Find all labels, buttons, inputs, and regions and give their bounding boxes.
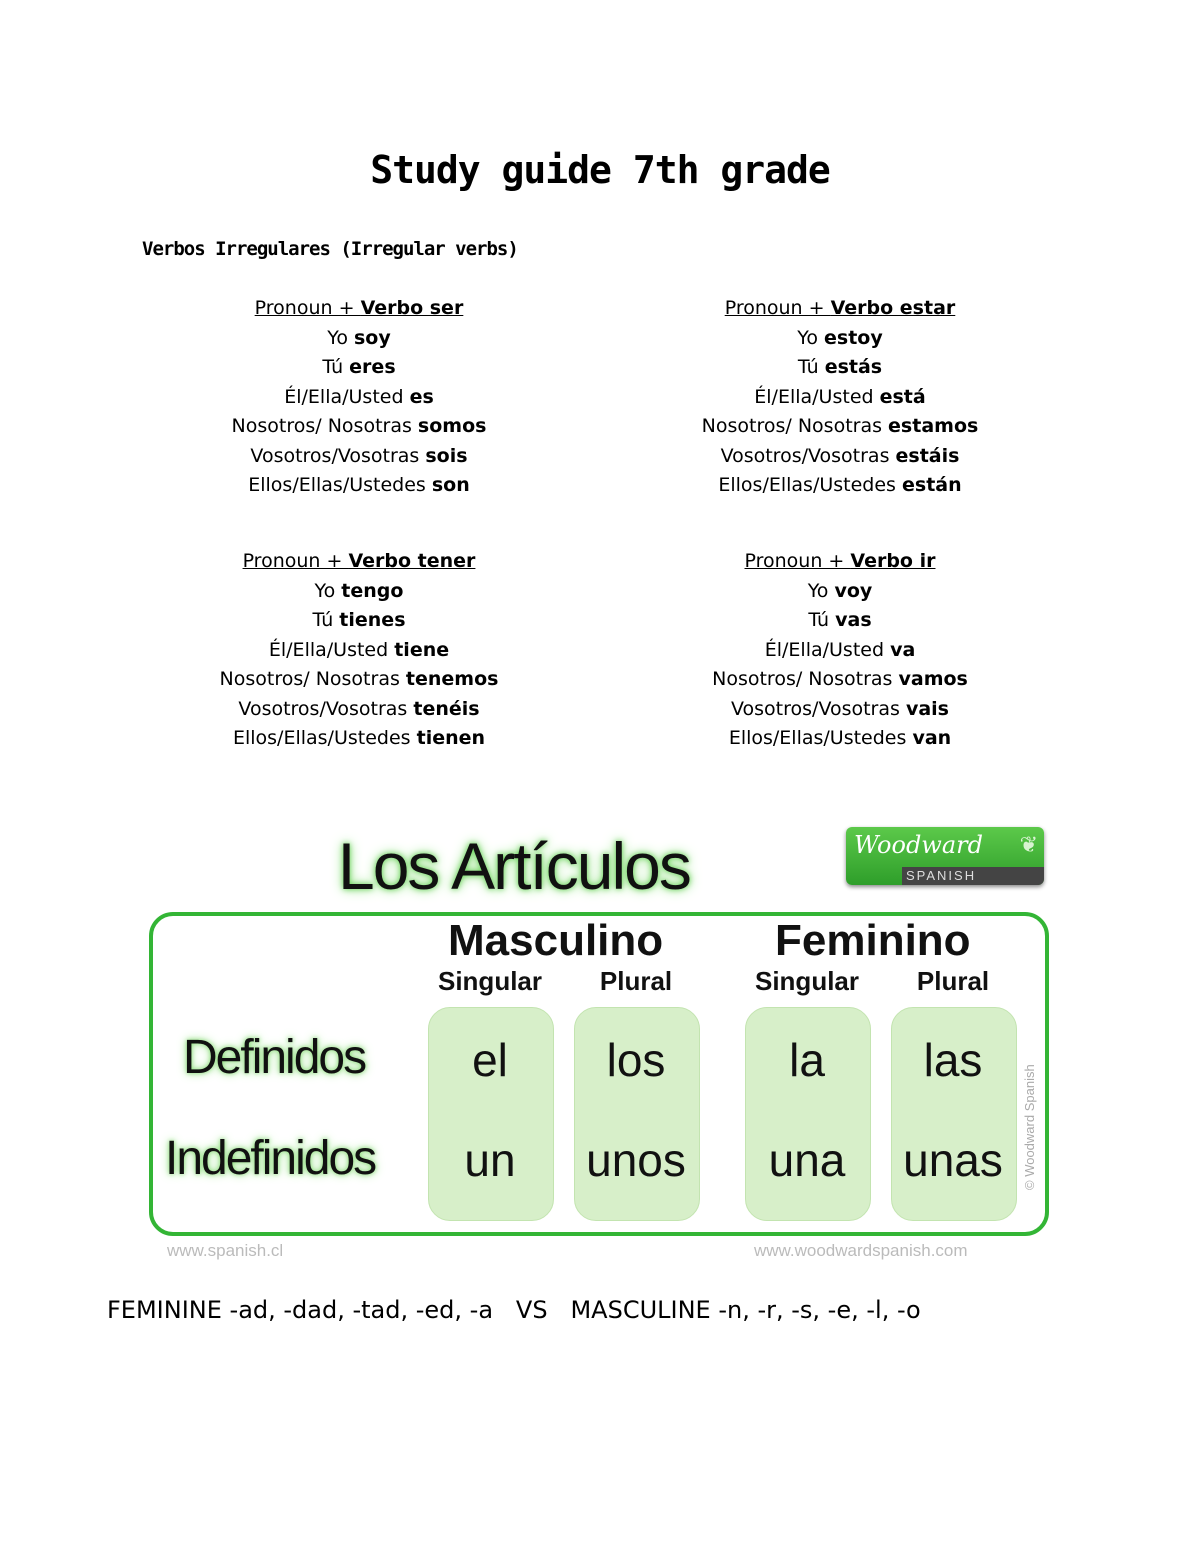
verb-row	[630, 412, 1050, 442]
header-verb: Verbo ser	[360, 297, 464, 319]
verb-form: estás	[824, 356, 883, 378]
article-un: un	[464, 1134, 516, 1186]
pronoun: Él/Ella/Usted	[764, 638, 891, 661]
verb-form: tienen	[416, 727, 486, 749]
pronoun: Vosotros/Vosotras	[250, 444, 426, 467]
verb-row	[630, 442, 1050, 472]
pronoun: Ellos/Ellas/Ustedes	[728, 727, 913, 749]
verb-row	[630, 383, 1050, 413]
verb-form: está	[879, 385, 926, 408]
verb-table-ir	[630, 547, 1050, 754]
verb-form: soy	[354, 326, 391, 349]
verb-form: vamos	[898, 668, 968, 690]
verb-table-header	[630, 294, 1050, 324]
logo-brand: Woodward	[854, 831, 983, 859]
pronoun: Nosotros/ Nosotras	[231, 415, 418, 437]
fern-icon: ❦	[1019, 833, 1038, 858]
verb-row	[630, 636, 1050, 666]
pronoun: Él/Ella/Usted	[268, 638, 395, 661]
pronoun: Él/Ella/Usted	[754, 385, 880, 408]
header-verb: Verbo estar	[830, 297, 956, 319]
verb-form: tenemos	[405, 668, 499, 690]
verb-table-header	[630, 547, 1050, 577]
header-pronoun: Pronoun +	[242, 550, 349, 572]
verb-form: sois	[425, 444, 468, 467]
verb-row	[630, 471, 1050, 501]
woodward-logo	[846, 827, 1044, 885]
verb-form: estamos	[888, 415, 979, 437]
verb-form: eres	[349, 356, 396, 378]
verb-row	[149, 383, 569, 413]
verb-form: es	[409, 385, 434, 408]
femenino-heading: Feminino	[775, 916, 971, 965]
logo-subtitle: SPANISH	[902, 867, 1044, 885]
article-el: el	[472, 1034, 508, 1086]
masc-plural-label: Plural	[599, 966, 673, 996]
verb-form: vas	[835, 609, 872, 631]
pronoun: Yo	[797, 326, 825, 349]
verb-form: tenéis	[413, 697, 480, 720]
pronoun: Tú	[322, 356, 350, 378]
verb-table-header	[149, 547, 569, 577]
header-pronoun: Pronoun +	[254, 297, 361, 319]
pronoun: Tú	[808, 609, 836, 631]
verb-row	[149, 665, 569, 695]
verb-form: son	[431, 474, 470, 496]
pronoun: Tú	[797, 356, 825, 378]
verb-form: estáis	[895, 444, 960, 467]
verb-table-tener	[149, 547, 569, 754]
pronoun: Yo	[314, 579, 342, 602]
verb-row	[149, 577, 569, 607]
definidos-label: Definidos	[183, 1031, 366, 1084]
verb-form: tienes	[339, 609, 406, 631]
article-la: la	[789, 1034, 825, 1086]
gender-endings-note: FEMININE -ad, -dad, -tad, -ed, -a VS MASCULINE -n, -r, -s, -e, -l, -o	[107, 1296, 921, 1324]
pronoun: Yo	[807, 579, 835, 602]
verb-form: tengo	[341, 579, 404, 602]
verb-row	[149, 471, 569, 501]
pronoun: Ellos/Ellas/Ustedes	[718, 474, 902, 496]
pronoun: Nosotros/ Nosotras	[701, 415, 889, 437]
indefinidos-label: Indefinidos	[165, 1132, 376, 1185]
article-las: las	[923, 1034, 983, 1086]
verb-table-ser	[149, 294, 569, 501]
pronoun: Vosotros/Vosotras	[720, 444, 896, 467]
verb-form: estoy	[824, 326, 883, 349]
verb-row	[149, 324, 569, 354]
verb-row	[630, 665, 1050, 695]
articles-title: Los Artículos	[338, 829, 690, 903]
verb-row	[630, 724, 1050, 754]
copyright-text: © Woodward Spanish	[1022, 1064, 1037, 1190]
verb-form: están	[902, 474, 962, 496]
verb-row	[149, 442, 569, 472]
verb-table-estar	[630, 294, 1050, 501]
verb-form: somos	[417, 415, 487, 437]
article-unos: unos	[586, 1134, 686, 1186]
pronoun: Ellos/Ellas/Ustedes	[232, 727, 417, 749]
verb-form: vais	[905, 697, 949, 720]
masc-singular-label: Singular	[437, 966, 542, 996]
article-los: los	[606, 1034, 666, 1086]
verb-row	[630, 324, 1050, 354]
pronoun: Él/Ella/Usted	[284, 385, 410, 408]
pronoun: Vosotros/Vosotras	[238, 697, 414, 720]
page-title: Study guide 7th grade	[370, 148, 830, 192]
pronoun: Tú	[312, 609, 340, 631]
section-heading: Verbos Irregulares (Irregular verbs)	[142, 238, 518, 260]
verb-form: voy	[834, 579, 873, 602]
masculino-heading: Masculino	[448, 916, 664, 965]
fem-singular-label: Singular	[754, 966, 859, 996]
verb-row	[149, 724, 569, 754]
verb-table-header	[149, 294, 569, 324]
header-pronoun: Pronoun +	[744, 550, 851, 572]
pronoun: Ellos/Ellas/Ustedes	[248, 474, 432, 496]
verb-form: van	[912, 727, 952, 749]
pronoun: Nosotros/ Nosotras	[219, 668, 406, 690]
url-right: www.woodwardspanish.com	[754, 1241, 968, 1260]
pronoun: Nosotros/ Nosotras	[712, 668, 899, 690]
pronoun: Vosotros/Vosotras	[731, 697, 906, 720]
header-verb: Verbo ir	[850, 550, 936, 572]
header-verb: Verbo tener	[348, 550, 476, 572]
verb-row	[149, 636, 569, 666]
verb-form: tiene	[394, 638, 450, 661]
verb-row	[630, 606, 1050, 636]
verb-row	[630, 577, 1050, 607]
verb-row	[149, 412, 569, 442]
verb-row	[149, 695, 569, 725]
verb-row	[149, 606, 569, 636]
article-unas: unas	[903, 1134, 1003, 1186]
verb-row	[149, 353, 569, 383]
header-pronoun: Pronoun +	[724, 297, 831, 319]
verb-row	[630, 353, 1050, 383]
article-una: una	[768, 1134, 846, 1186]
url-left: www.spanish.cl	[167, 1241, 284, 1260]
fem-plural-label: Plural	[916, 966, 990, 996]
pronoun: Yo	[327, 326, 354, 349]
verb-form: va	[890, 638, 916, 661]
verb-row	[630, 695, 1050, 725]
